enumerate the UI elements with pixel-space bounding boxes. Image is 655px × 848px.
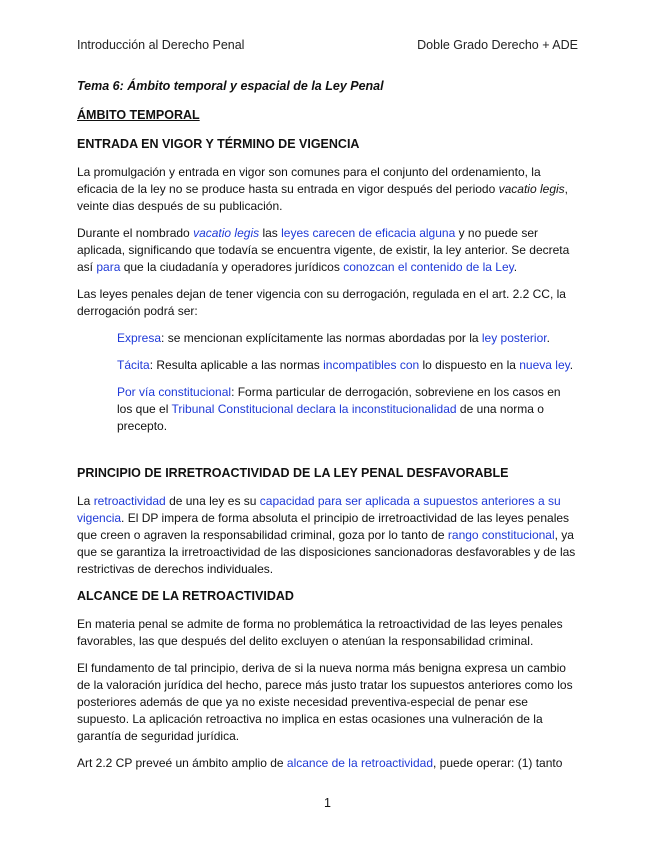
heading-alcance-retroactividad: ALCANCE DE LA RETROACTIVIDAD [77,589,294,603]
paragraph-vacatio-legis: Durante el nombrado vacatio legis las leyes carecen de eficacia alguna y no puede ser aplicada, significando que todavía se encuentra vigente, de existir, la ley anterior. Se decreta así para que la ciudadanía y operadores jurídicos conozcan el contenido de la Ley. [77,226,570,274]
paragraph-promulgacion: La promulgación y entrada en vigor son comunes para el conjunto del ordenamiento, la eficacia de la ley no se produce hasta su entrada en vigor después del periodo vacatio legis, veinte dias después de su publicación. [77,165,569,213]
paragraph-retroactividad: La retroactividad de una ley es su capacidad para ser aplicada a supuestos anteriores a su vigencia. El DP impera de forma absoluta el principio de irretroactividad de las leyes penales que creen o agraven la responsabilidad criminal, goza por lo tanto de rango constitucional, ya que se garantiza la irretroactividad de las disposiciones sancionadoras desfavorables y de las restrictivas de derechos individuales. [77,494,576,576]
document-body [77,78,579,782]
page-number: 1 [324,796,331,810]
header-course: Introducción al Derecho Penal [77,38,245,52]
topic-title: Tema 6: Ámbito temporal y espacial de la Ley Penal [77,79,384,93]
heading-principio-irretroactividad: PRINCIPIO DE IRRETROACTIVIDAD DE LA LEY PENAL DESFAVORABLE [77,466,509,480]
paragraph-fundamento: El fundamento de tal principio, deriva de si la nueva norma más benigna expresa un cambio de la valoración jurídica del hecho, parece más justo tratar los supuestos anteriores como los posteriores además de que ya no existe necesidad preventiva-especial de penar ese supuesto. La aplicación retroactiva no implica en estas ocasiones una vulneración de la garantía de seguridad jurídica. [77,661,573,743]
spacer [77,445,579,465]
heading-entrada-en-vigor: ENTRADA EN VIGOR Y TÉRMINO DE VIGENCIA [77,137,360,151]
paragraph-derogacion: Las leyes penales dejan de tener vigencia con su derrogación, regulada en el art. 2.2 CC, la derrogación podrá ser: [77,287,566,318]
list-item-expresa: Expresa: se mencionan explícitamente las normas abordadas por la ley posterior. [117,331,550,345]
paragraph-materia-penal: En materia penal se admite de forma no problemática la retroactividad de las leyes penales favorables, las que después del delito excluyen o atenúan la responsabilidad criminal. [77,617,563,648]
list-item-constitucional: Por vía constitucional: Forma particular de derrogación, sobreviene en los casos en los que el Tribunal Constitucional declara la inconstitucionalidad de una norma o precepto. [117,385,561,433]
paragraph-art-2-2-cp: Art 2.2 CP preveé un ámbito amplio de alcance de la retroactividad, puede operar: (1) tanto [77,756,563,770]
header-degree: Doble Grado Derecho + ADE [417,38,578,52]
list-item-tacita: Tácita: Resulta aplicable a las normas incompatibles con lo dispuesto en la nueva ley. [117,358,574,372]
section-title: ÁMBITO TEMPORAL [77,108,200,122]
